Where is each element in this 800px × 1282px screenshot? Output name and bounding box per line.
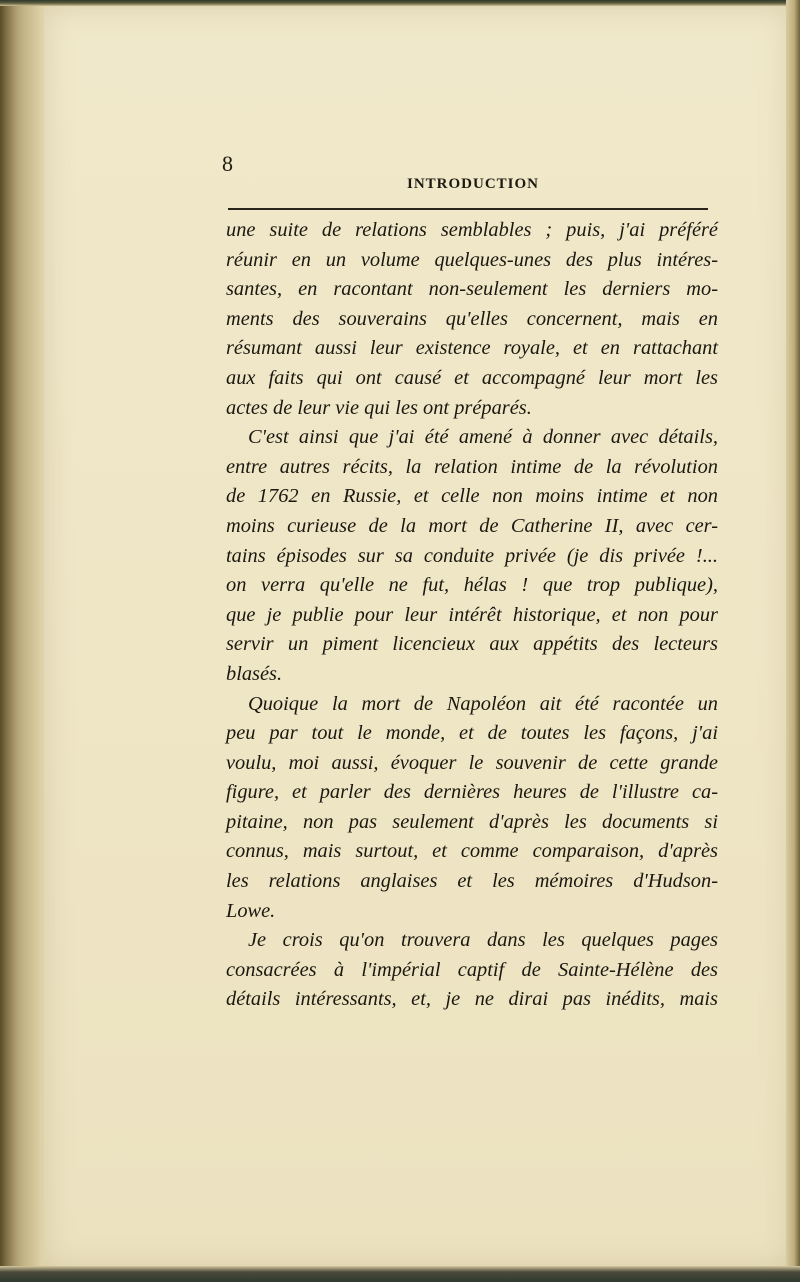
text-line: figure, et parler des dernières heures de l'illustre ca- [226, 781, 718, 804]
text-line: Quoique la mort de Napoléon ait été racontée un [248, 692, 718, 715]
text-line: servir un piment licencieux aux appétits des lecteurs [226, 633, 718, 656]
text-line: les relations anglaises et les mémoires d'Hudson- [226, 870, 718, 893]
header-rule [228, 208, 708, 210]
text-line: moins curieuse de la mort de Catherine II, avec cer- [226, 514, 718, 537]
text-line: blasés. [226, 662, 283, 685]
text-line: détails intéressants, et, je ne dirai pas inédits, mais [226, 988, 718, 1011]
text-line: connus, mais surtout, et comme comparaison, d'après [226, 840, 718, 863]
bottom-scan-edge [0, 1266, 800, 1282]
right-scan-edge [786, 0, 800, 1282]
text-line: tains épisodes sur sa conduite privée (je dis privée !... [226, 544, 718, 567]
text-line: C'est ainsi que j'ai été amené à donner avec détails, [248, 426, 718, 449]
binding-shadow [0, 0, 48, 1282]
page-number: 8 [222, 151, 233, 176]
text-line: santes, en racontant non-seulement les derniers mo- [226, 278, 718, 301]
text-line: Je crois qu'on trouvera dans les quelques pages [248, 929, 718, 952]
text-line: pitaine, non pas seulement d'après les documents si [226, 810, 718, 833]
text-line: ments des souverains qu'elles concernent, mais en [226, 307, 718, 330]
text-line: Lowe. [226, 899, 276, 922]
text-line: de 1762 en Russie, et celle non moins intime et non [226, 485, 718, 508]
text-line: réunir en un volume quelques-unes des plus intéres- [226, 248, 718, 271]
text-line: que je publie pour leur intérêt historique, et non pour [226, 603, 718, 626]
running-title: INTRODUCTION [407, 176, 540, 192]
text-line: on verra qu'elle ne fut, hélas ! que trop publique), [226, 574, 718, 597]
text-line: entre autres récits, la relation intime de la révolution [226, 455, 718, 478]
body-text [226, 216, 718, 1015]
text-line: peu par tout le monde, et de toutes les façons, j'ai [226, 722, 718, 745]
text-line: voulu, moi aussi, évoquer le souvenir de cette grande [226, 751, 718, 774]
text-line: une suite de relations semblables ; puis, j'ai préféré [226, 219, 718, 241]
text-line: actes de leur vie qui les ont préparés. [226, 396, 532, 419]
text-line: aux faits qui ont causé et accompagné leur mort les [226, 366, 718, 389]
text-line: résumant aussi leur existence royale, et en rattachant [226, 337, 718, 360]
text-line: consacrées à l'impérial captif de Sainte-Hélène des [226, 958, 718, 981]
